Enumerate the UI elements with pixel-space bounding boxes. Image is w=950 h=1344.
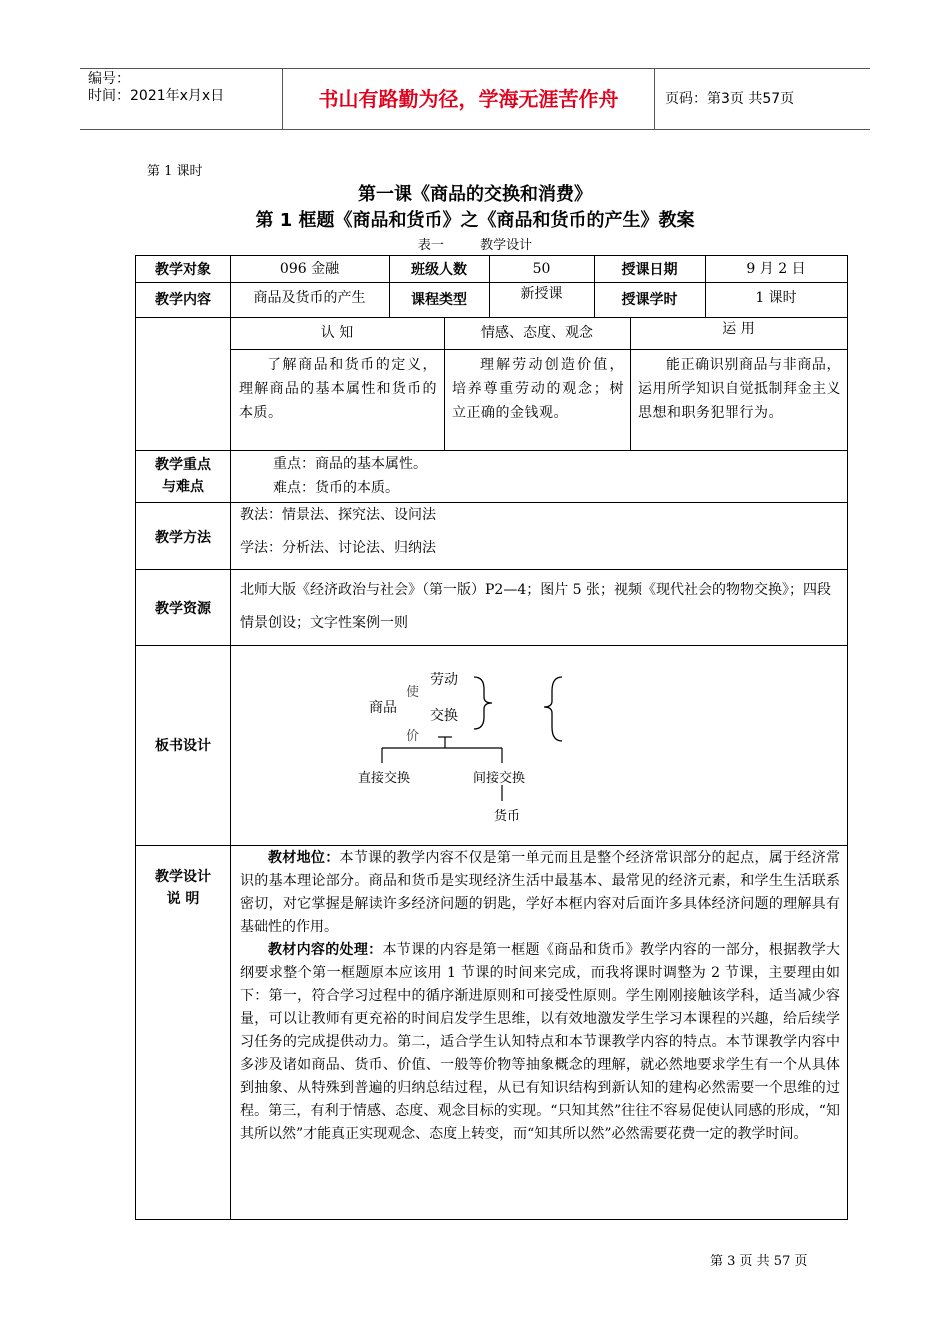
table-caption (0, 234, 950, 253)
methods-label: 教学方法 (155, 530, 211, 546)
board-money: 货币 (494, 809, 521, 824)
board-commodity: 商品 (369, 700, 397, 716)
keypoints-label-line1: 教学重点 (155, 457, 211, 473)
explain-text (240, 847, 840, 1146)
explain-para-processing-head: 教材内容的处理： (268, 942, 383, 958)
explain-para-processing (240, 939, 840, 1146)
board-labor: 劳动 (430, 672, 458, 688)
header-motto: 书山有路勤为径，学海无涯苦作舟 (283, 69, 655, 129)
explain-label-line1: 教学设计 (155, 869, 211, 885)
difficult-point: 难点：货币的本质。 (273, 480, 399, 496)
board-exchange: 交换 (430, 708, 458, 724)
explain-label-line2: 说 明 (166, 891, 200, 907)
resources-label: 教学资源 (155, 601, 211, 617)
page-subtitle: 第 1 框题《商品和货币》之《商品和货币的产生》教案 (255, 210, 695, 231)
explain-para-position-head: 教材地位： (268, 850, 340, 866)
goal-head-emotion: 情感、态度、观念 (481, 325, 593, 341)
goal-cognition: 了解商品和货币的定义，理解商品的基本属性和货币的本质。 (239, 357, 437, 421)
board-fragment-value: 价 (406, 729, 420, 744)
keypoints-label (136, 454, 230, 498)
board-label: 板书设计 (155, 738, 211, 754)
content-label: 教学内容 (155, 292, 211, 308)
board-indirect-exchange: 间接交换 (473, 771, 526, 786)
goal-emotion: 理解劳动创造价值，培养尊重劳动的观念；树立正确的金钱观。 (452, 357, 624, 421)
board-lines (230, 645, 847, 845)
key-point: 重点：商品的基本属性。 (273, 456, 427, 472)
target-value: 096 金融 (279, 261, 340, 277)
lesson-design-table (135, 255, 848, 1220)
session-label: 第 1 课时 (147, 164, 203, 179)
date-label: 授课日期 (621, 262, 678, 278)
hours-label: 授课学时 (621, 292, 678, 308)
page-header (80, 68, 870, 130)
board-diagram (230, 645, 847, 845)
date-value: 9 月 2 日 (746, 261, 806, 277)
course-type-label: 课程类型 (411, 292, 467, 308)
course-type-value: 新授课 (520, 286, 563, 302)
target-label: 教学对象 (155, 262, 211, 278)
explain-label (136, 866, 230, 910)
class-size-label: 班级人数 (411, 262, 467, 278)
teaching-methods: 教法：情景法、探究法、设问法 (240, 507, 436, 523)
header-meta (80, 69, 283, 129)
resources-text: 北师大版《经济政治与社会》（第一版）P2—4；图片 5 张；视频《现代社会的物物交换》；四段情景创设；文字性案例一则 (240, 582, 832, 631)
header-number: 编号： (88, 71, 130, 87)
content-value: 商品及货币的产生 (253, 290, 366, 306)
goal-head-application: 运 用 (722, 321, 755, 337)
header-time: 时间：2021年x月x日 (88, 88, 225, 104)
class-size-value: 50 (532, 261, 551, 277)
page-footer: 第 3 页 共 57 页 (710, 1254, 808, 1269)
page-title: 第一课《商品的交换和消费》 (358, 184, 592, 205)
board-fragment-use: 使 (406, 685, 420, 700)
explain-para-processing-body: 本节课的内容是第一框题《商品和货币》教学内容的一部分，根据教学大纲要求整个第一框题原本应该用 1 节课的时间来完成，而我将课时调整为 2 节课，主要理由如下：第一，符合学习过程中的循序渐进原则和可接受性原则。学生刚刚接触该学科，适当减少容量，可以让教师有更充裕的时间启发学生思维，以有效地激发学生学习本课程的兴趣，给后续学习任务的完成提供动力。第二，适合学生认知特点和本节课教学内容的特点。本节课教学内容中多涉及诸如商品、货币、价值、一般等价物等抽象概念的理解，就必然地要求学生有一个从具体到抽象、从特殊到普遍的归纳总结过程，从已有知识结构到新认知的建构必然需要一个思维的过程。第三，有利于情感、态度、观念目标的实现。“只知其然”往往不容易促使认同感的形成，“知其所以然”才能真正实现观念、态度上转变，而“知其所以然”必然需要花费一定的教学时间。 (240, 942, 841, 1142)
keypoints-label-line2: 与难点 (162, 479, 204, 495)
goal-application: 能正确识别商品与非商品，运用所学知识自觉抵制拜金主义思想和职务犯罪行为。 (638, 357, 841, 421)
explain-para-position-body: 本节课的教学内容不仅是第一单元而且是整个经济常识部分的起点，属于经济常识的基本理论部分。商品和货币是实现经济生活中最基本、最常见的经济元素，和学生生活联系密切，对它掌握是解读许多经济问题的钥匙，学好本框内容对后面许多具体经济问题的理解具有基础性的作用。 (240, 850, 841, 935)
header-page-code: 页码：第3页 共57页 (665, 91, 795, 107)
table-name: 教学设计 (480, 238, 533, 253)
explain-para-position (240, 847, 840, 939)
table-number: 表一 (417, 238, 444, 253)
board-direct-exchange: 直接交换 (358, 771, 411, 786)
hours-value: 1 课时 (755, 290, 797, 306)
learning-methods: 学法：分析法、讨论法、归纳法 (240, 540, 436, 556)
goal-head-cognition: 认 知 (320, 325, 354, 341)
